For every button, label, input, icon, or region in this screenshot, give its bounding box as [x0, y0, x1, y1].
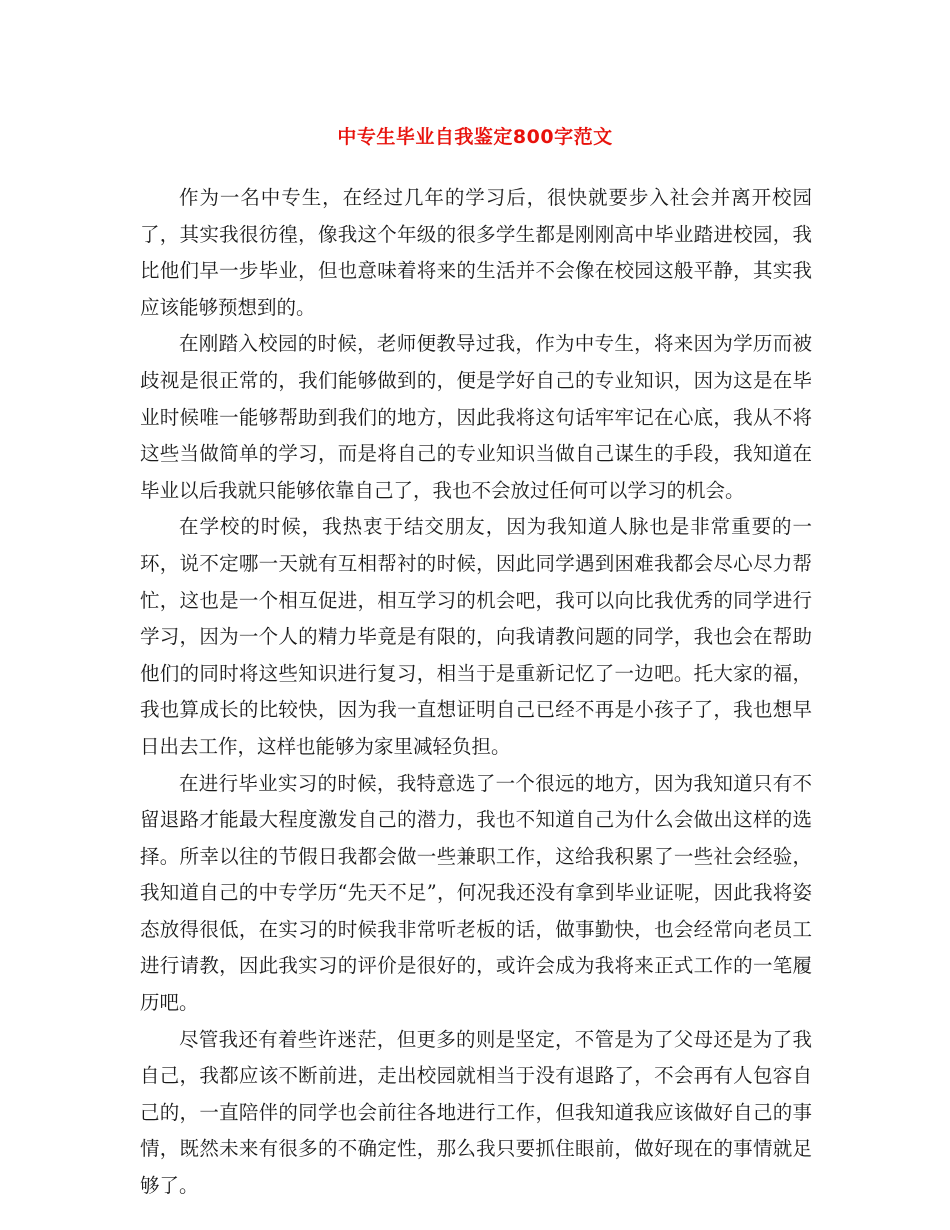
paragraph-4: 在进行毕业实习的时候，我特意选了一个很远的地方，因为我知道只有不留退路才能最大程度激发自己的潜力，我也不知道自己为什么会做出这样的选择。所幸以往的节假日我都会做一些兼职工作，这给我积累了一些社会经验，我知道自己的中专学历“先天不足”，何况我还没有拿到毕业证呢，因此我将姿态放得很低，在实习的时候我非常听老板的话，做事勤快，也会经常向老员工进行请教，因此我实习的评价是很好的，或许会成为我将来正式工作的一笔履历吧。 [140, 771, 812, 1015]
document-body [140, 180, 812, 1205]
paragraph-5: 尽管我还有着些许迷茫，但更多的则是坚定，不管是为了父母还是为了我自己，我都应该不断前进，走出校园就相当于没有退路了，不会再有人包容自己的，一直陪伴的同学也会前往各地进行工作，但我知道我应该做好自己的事情，既然未来有很多的不确定性，那么我只要抓住眼前，做好现在的事情就足够了。 [140, 1027, 812, 1198]
paragraph-2: 在刚踏入校园的时候，老师便教导过我，作为中专生，将来因为学历而被歧视是很正常的，我们能够做到的，便是学好自己的专业知识，因为这是在毕业时候唯一能够帮助到我们的地方，因此我将这句话牢牢记在心底，我从不将这些当做简单的学习，而是将自己的专业知识当做自己谋生的手段，我知道在毕业以后我就只能够依靠自己了，我也不会放过任何可以学习的机会。 [140, 332, 812, 502]
paragraph-3: 在学校的时候，我热衷于结交朋友，因为我知道人脉也是非常重要的一环，说不定哪一天就有互相帮衬的时候，因此同学遇到困难我都会尽心尽力帮忙，这也是一个相互促进，相互学习的机会吧，我可以向比我优秀的同学进行学习，因为一个人的精力毕竟是有限的，向我请教问题的同学，我也会在帮助他们的同时将这些知识进行复习，相当于是重新记忆了一边吧。托大家的福，我也算成长的比较快，因为我一直想证明自己已经不再是小孩子了，我也想早日出去工作，这样也能够为家里减轻负担。 [140, 515, 812, 758]
paragraph-1: 作为一名中专生，在经过几年的学习后，很快就要步入社会并离开校园了，其实我很彷徨，像我这个年级的很多学生都是刚刚高中毕业踏进校园，我比他们早一步毕业，但也意味着将来的生活并不会像在校园这般平静，其实我应该能够预想到的。 [140, 186, 812, 319]
document-title: 中专生毕业自我鉴定800字范文 [337, 126, 613, 148]
